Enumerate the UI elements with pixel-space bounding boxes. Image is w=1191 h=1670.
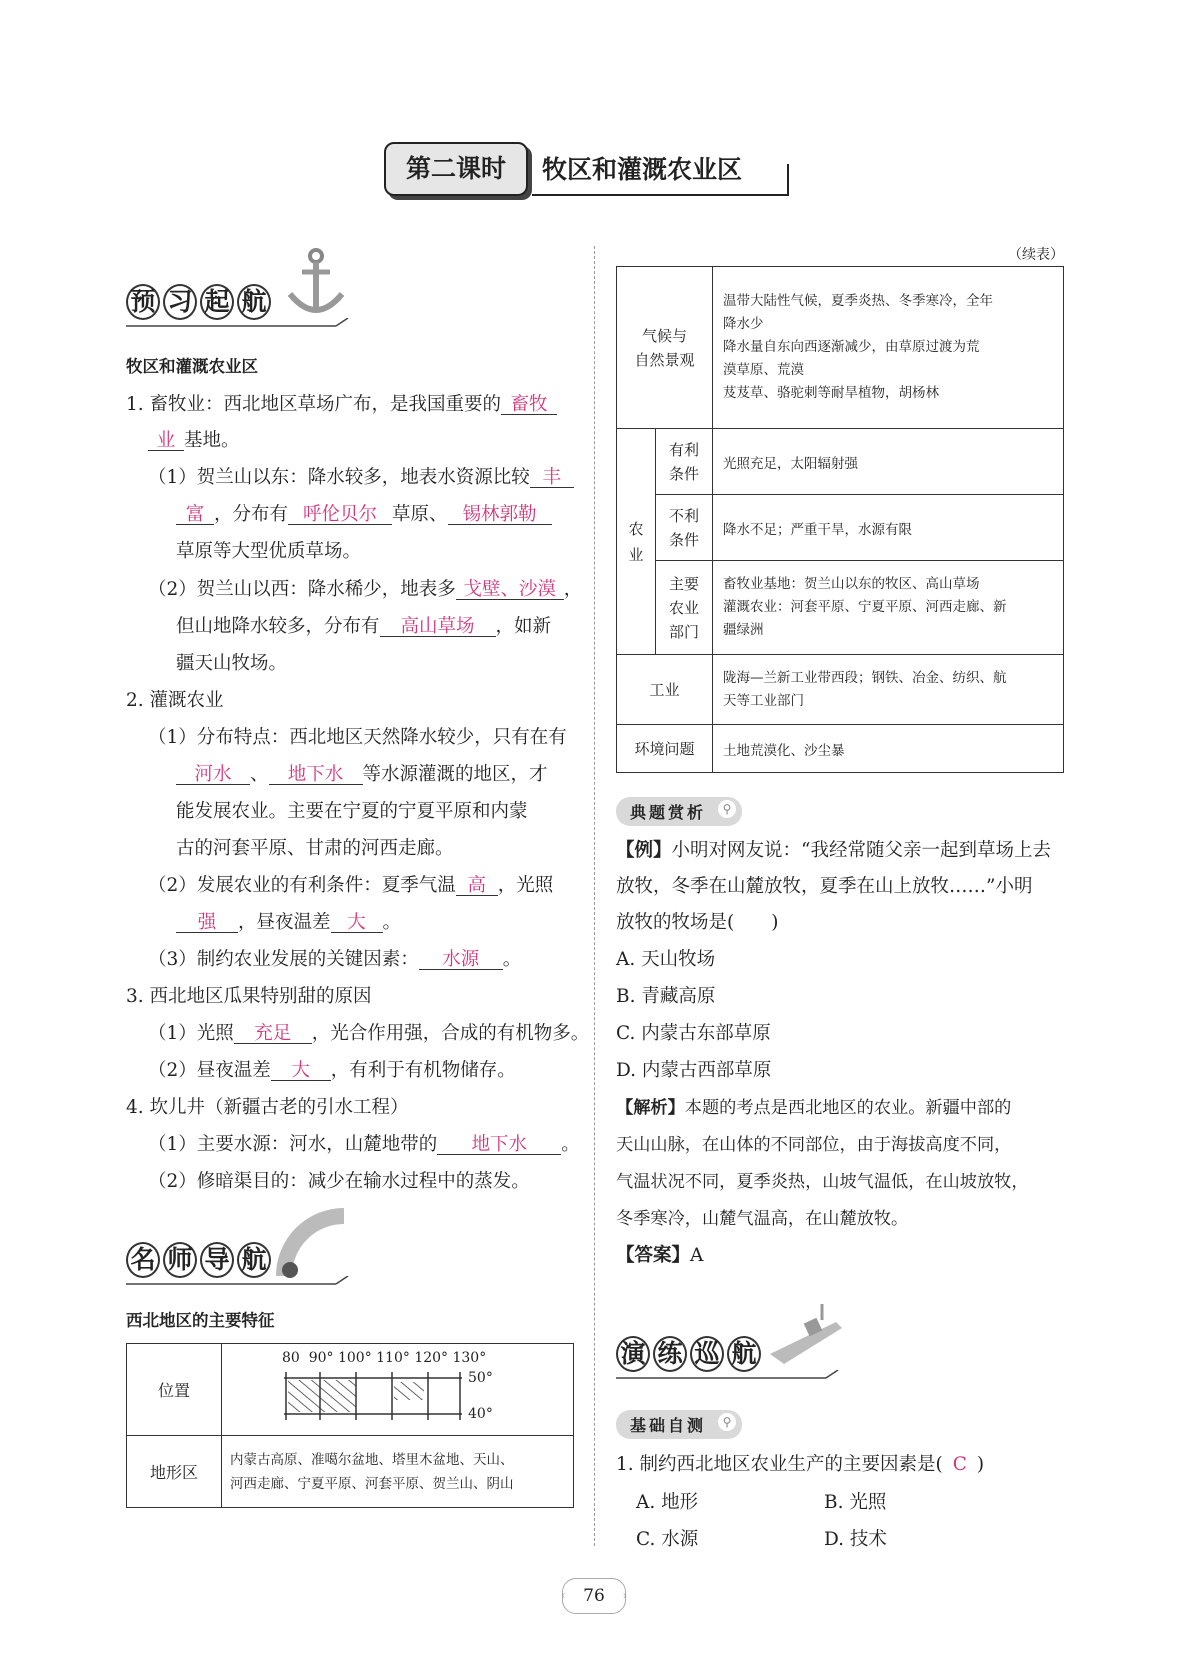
magnifier-icon: ⚲ (718, 800, 736, 818)
badge-char: 航 (727, 1336, 761, 1372)
favorable-cell: 光照充足，太阳辐射强 (713, 429, 1064, 495)
option-a: A. 天山牧场 (616, 949, 716, 970)
analysis-line1: 【解析】本题的考点是西北地区的农业。新疆中部的 (616, 1098, 1012, 1118)
badge-char: 起 (200, 284, 234, 320)
q2-p3: （3）制约农业发展的关键因素： 水源 。 (148, 949, 522, 970)
section2-heading: 西北地区的主要特征 (126, 1311, 275, 1330)
q1-p1-line3: 草原等大型优质草场。 (176, 541, 362, 562)
badge-underline-icon (616, 1370, 846, 1386)
terrain-cell: 内蒙古高原、准噶尔盆地、塔里木盆地、天山、 河西走廊、宁夏平原、河套平原、贺兰山、阴山 (222, 1436, 574, 1508)
badge-char: 航 (237, 1242, 271, 1278)
badge-char: 演 (616, 1336, 650, 1372)
badge-underline-icon (126, 1276, 356, 1292)
answer-blank: 富 (176, 505, 214, 525)
practice-opt-b: B. 光照 (824, 1492, 887, 1513)
example-pill: 典题赏析 ⚲ (616, 797, 742, 826)
row-label-terrain: 地形区 (127, 1436, 222, 1508)
q1-p1-line2: 富 ，分布有 呼伦贝尔 草原、 锡林郭勒 (176, 500, 552, 526)
climate-label: 气候与 自然景观 (617, 267, 713, 429)
section1-heading: 牧区和灌溉农业区 (126, 357, 258, 376)
continued-note: （续表） (1008, 247, 1064, 263)
latitude-top-label: 50° (468, 1370, 493, 1386)
industry-label: 工业 (617, 655, 713, 725)
answer-blank: 畜牧 (501, 395, 557, 415)
practice-q1-answer: C (952, 1454, 967, 1475)
answer-blank: 大 (331, 913, 383, 933)
badge-char: 巡 (690, 1336, 724, 1372)
example-line2: 放牧，冬季在山麓放牧，夏季在山上放牧……”小明 (616, 876, 1033, 897)
analysis-line4: 冬季寒冷，山麓气温高，在山麓放牧。 (616, 1209, 909, 1229)
q2-p1-line2: 河水 、 地下水 等水源灌溉的地区，才 (176, 760, 548, 786)
unfavorable-cell: 降水不足；严重干旱，水源有限 (713, 495, 1064, 561)
next-arrow-icon: › (622, 1589, 627, 1602)
q2-p1-line4: 古的河套平原、甘肃的河西走廊。 (176, 838, 454, 859)
option-d: D. 内蒙古西部草原 (616, 1060, 772, 1081)
answer-blank: 呼伦贝尔 (288, 505, 392, 525)
answer-line: 【答案】A (616, 1245, 704, 1266)
magnifier-icon: ⚲ (718, 1413, 736, 1431)
lesson-tag: 第二课时 (384, 142, 528, 196)
answer-blank: 河水 (176, 765, 250, 785)
location-map-cell (222, 1344, 574, 1436)
practice-opt-a: A. 地形 (636, 1492, 699, 1513)
answer-blank: 水源 (419, 950, 503, 970)
environment-cell: 土地荒漠化、沙尘暴 (713, 725, 1064, 773)
features-table-continued (616, 266, 1064, 773)
unfavorable-label: 不利 条件 (656, 495, 713, 561)
q1-p2-line3: 疆天山牧场。 (176, 653, 288, 674)
q2-p1-line3: 能发展农业。主要在宁夏的宁夏平原和内蒙 (176, 801, 528, 822)
lesson-title: 牧区和灌溉农业区 (542, 155, 743, 184)
longitude-labels: 80 90° 100° 110° 120° 130° (282, 1350, 487, 1366)
option-c: C. 内蒙古东部草原 (616, 1023, 771, 1044)
answer-blank: 高 (456, 876, 498, 896)
q1-p2-line1: （2）贺兰山以西：降水稀少，地表多 戈壁、沙漠 ， (148, 579, 583, 600)
q2-title: 2. 灌溉农业 (126, 690, 224, 711)
climate-cell: 温带大陆性气候，夏季炎热、冬季寒冷，全年 降水少 降水量自东向西逐渐减少，由草原过渡为荒 漠草原、荒漠 芨芨草、骆驼刺等耐旱植物，胡杨林 (713, 267, 1064, 429)
badge-char: 导 (200, 1242, 234, 1278)
practice-pill: 基础自测 ⚲ (616, 1410, 742, 1439)
practice-opt-c: C. 水源 (636, 1529, 699, 1550)
features-table (126, 1343, 574, 1508)
q4-title: 4. 坎儿井（新疆古老的引水工程） (126, 1097, 409, 1118)
latitude-bottom-label: 40° (468, 1406, 493, 1422)
answer-blank: 业 (148, 431, 184, 451)
q3-title: 3. 西北地区瓜果特别甜的原因 (126, 986, 372, 1007)
left-column (126, 0, 590, 1670)
example-line1: 【例】小明对网友说：“我经常随父亲一起到草场上去 (616, 840, 1051, 861)
main-sectors-label: 主要 农业 部门 (656, 561, 713, 655)
q1-p2-line2: 但山地降水较多，分布有 高山草场 ，如新 (176, 616, 552, 637)
answer-blank: 地下水 (269, 765, 363, 785)
badge-char: 航 (237, 284, 271, 320)
agriculture-label: 农 业 (617, 429, 656, 655)
anchor-icon (276, 246, 356, 326)
badge-underline-icon (126, 318, 356, 334)
practice-opt-d: D. 技术 (824, 1529, 887, 1550)
example-line3: 放牧的牧场是( ) (616, 912, 779, 933)
q2-p2-line1: （2）发展农业的有利条件：夏季气温 高 ，光照 (148, 875, 554, 896)
page-number-badge (562, 1578, 626, 1614)
section-badge-preview (126, 284, 274, 320)
q2-p2-line2: 强 ，昼夜温差 大 。 (176, 908, 401, 934)
environment-label: 环境问题 (617, 725, 713, 773)
answer-blank: 锡林郭勒 (448, 505, 552, 525)
gauge-icon (274, 1206, 354, 1286)
q3-p1: （1）光照 充足 ，光合作用强，合成的有机物多。 (148, 1023, 590, 1044)
badge-char: 习 (163, 284, 197, 320)
location-grid (284, 1368, 464, 1424)
right-column (616, 0, 1066, 1670)
answer-blank: 强 (176, 913, 238, 933)
main-sectors-cell: 畜牧业基地：贺兰山以东的牧区、高山草场 灌溉农业：河套平原、宁夏平原、河西走廊、新 疆绿洲 (713, 561, 1064, 655)
q4-p1: （1）主要水源：河水，山麓地带的 地下水 。 (148, 1134, 580, 1155)
ship-icon (766, 1298, 846, 1368)
badge-char: 练 (653, 1336, 687, 1372)
q2-p1-line1: （1）分布特点：西北地区天然降水较少，只有在有 (148, 727, 567, 748)
answer-blank: 大 (271, 1061, 331, 1081)
badge-char: 预 (126, 284, 160, 320)
answer-blank: 高山草场 (380, 617, 496, 637)
badge-char: 名 (126, 1242, 160, 1278)
page-number: 76 (583, 1586, 605, 1606)
answer-blank: 地下水 (437, 1135, 561, 1155)
favorable-label: 有利 条件 (656, 429, 713, 495)
prev-arrow-icon: ‹ (561, 1589, 566, 1602)
q4-p2: （2）修暗渠目的：减少在输水过程中的蒸发。 (148, 1171, 530, 1192)
q3-p2: （2）昼夜温差 大 ，有利于有机物储存。 (148, 1060, 516, 1081)
answer-blank: 丰 (530, 468, 574, 488)
answer-blank: 戈壁、沙漠 (456, 580, 564, 600)
industry-cell: 陇海—兰新工业带西段；钢铁、冶金、纺织、航 天等工业部门 (713, 655, 1064, 725)
practice-q1: 1. 制约西北地区农业生产的主要因素是( C ) (616, 1454, 985, 1475)
analysis-line3: 气温状况不同，夏季炎热，山坡气温低，在山坡放牧， (616, 1172, 1029, 1192)
analysis-line2: 天山山脉，在山体的不同部位，由于海拔高度不同， (616, 1135, 1012, 1155)
column-divider (594, 246, 595, 1546)
q1-line1: 1. 畜牧业：西北地区草场广布，是我国重要的 畜牧 (126, 390, 557, 416)
section-badge-practice (616, 1336, 764, 1372)
row-label-location: 位置 (127, 1344, 222, 1436)
section-badge-guide (126, 1242, 274, 1278)
badge-char: 师 (163, 1242, 197, 1278)
q1-line2: 业 基地。 (148, 426, 240, 452)
option-b: B. 青藏高原 (616, 986, 716, 1007)
q1-p1-line1: （1）贺兰山以东：降水较多，地表水资源比较 丰 (148, 463, 574, 489)
answer-blank: 充足 (234, 1024, 312, 1044)
